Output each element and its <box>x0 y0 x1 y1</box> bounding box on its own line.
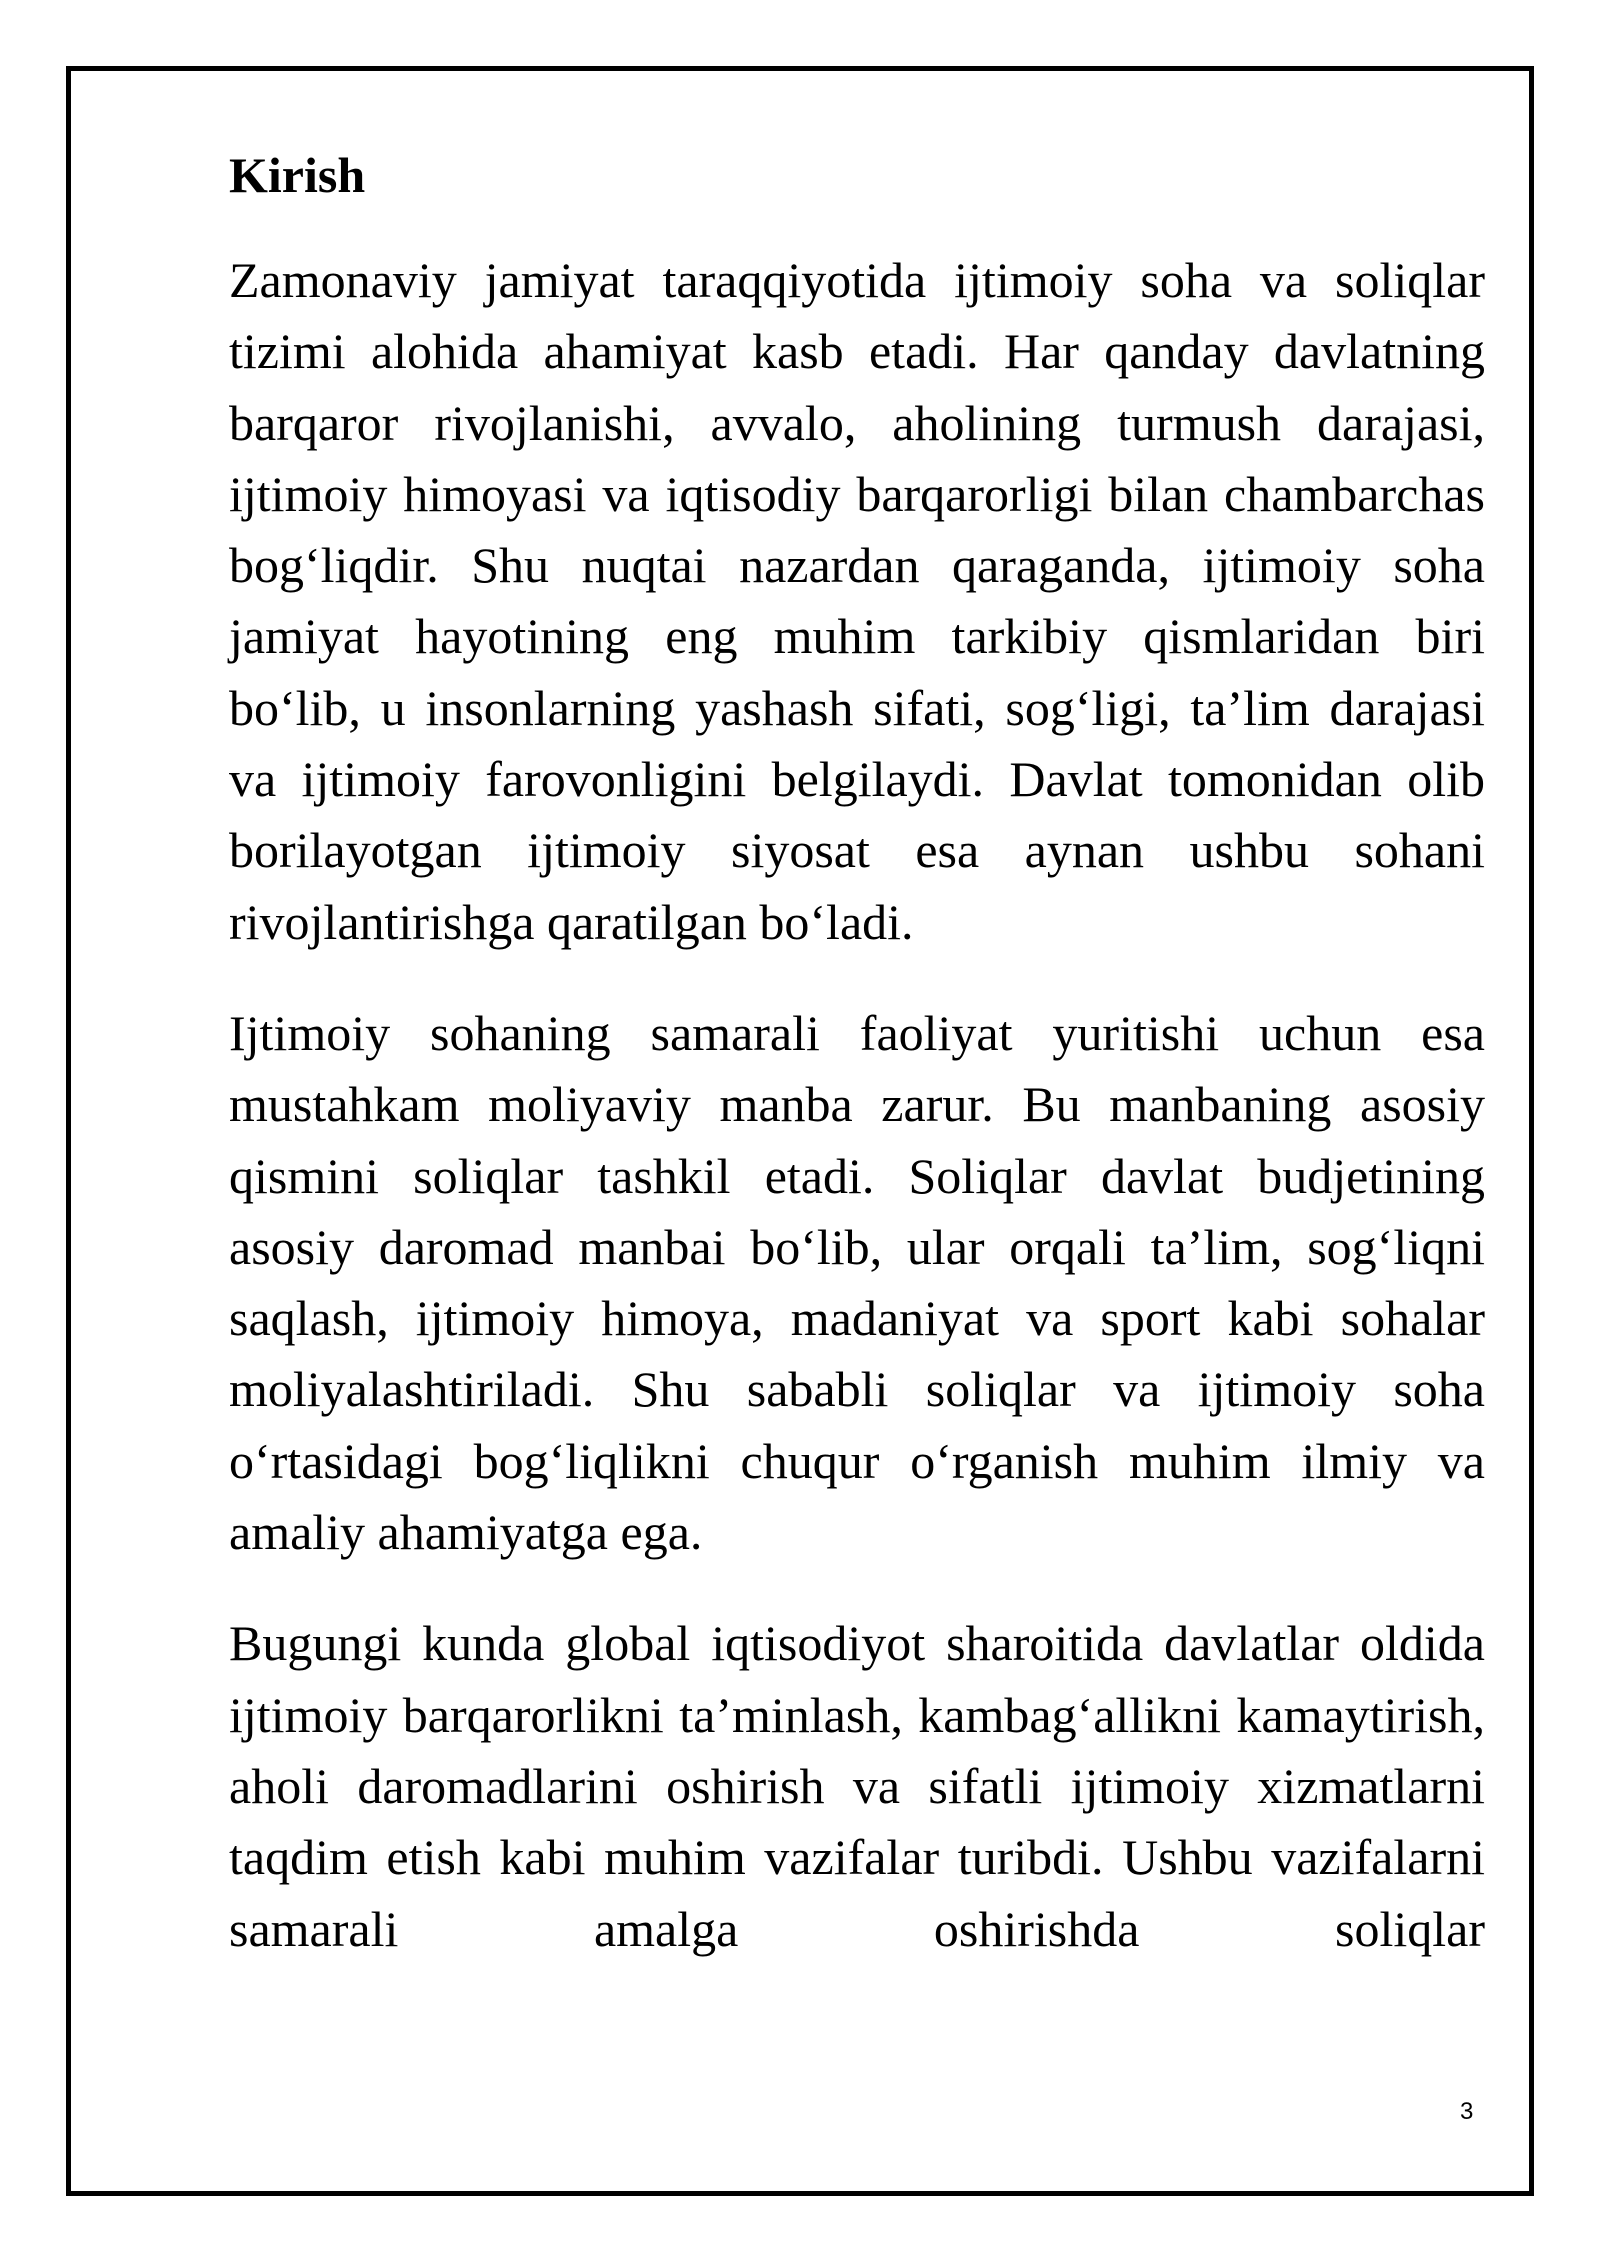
section-heading: Kirish <box>229 147 366 203</box>
paragraph-2: Ijtimoiy sohaning samarali faoliyat yuritishi uchun esa mustahkam moliyaviy manba zarur. Bu manbaning asosiy qismini soliqlar tashkil etadi. Soliqlar davlat budjetining asosiy daromad manbai bo‘lib, ular orqali ta’lim, sog‘liqni saqlash, ijtimoiy himoya, madaniyat va sport kabi sohalar moliyalashtiriladi. Shu sababli soliqlar va ijtimoiy soha o‘rtasidagi bog‘liqlikni chuqur o‘rganish muhim ilmiy va amaliy ahamiyatga ega. <box>229 1004 1485 1561</box>
page-number: 3 <box>1460 2098 1474 2125</box>
document-body <box>229 145 1485 2005</box>
paragraph-3: Bugungi kunda global iqtisodiyot sharoitida davlatlar oldida ijtimoiy barqarorlikni ta’minlash, kambag‘allikni kamaytirish, aholi daromadlarini oshirish va sifatli ijtimoiy xizmatlarni taqdim etish kabi muhim vazifalar turibdi. Ushbu vazifalarni samarali amalga oshirishda soliqlar <box>229 1615 1485 1957</box>
paragraph-1: Zamonaviy jamiyat taraqqiyotida ijtimoiy soha va soliqlar tizimi alohida ahamiyat kasb etadi. Har qanday davlatning barqaror rivojlanishi, avvalo, aholining turmush darajasi, ijtimoiy himoyasi va iqtisodiy barqarorligi bilan chambarchas bog‘liqdir. Shu nuqtai nazardan qaraganda, ijtimoiy soha jamiyat hayotining eng muhim tarkibiy qismlaridan biri bo‘lib, u insonlarning yashash sifati, sog‘ligi, ta’lim darajasi va ijtimoiy farovonligini belgilaydi. Davlat tomonidan olib borilayotgan ijtimoiy siyosat esa aynan ushbu sohani rivojlantirishga qaratilgan bo‘ladi. <box>229 252 1485 950</box>
